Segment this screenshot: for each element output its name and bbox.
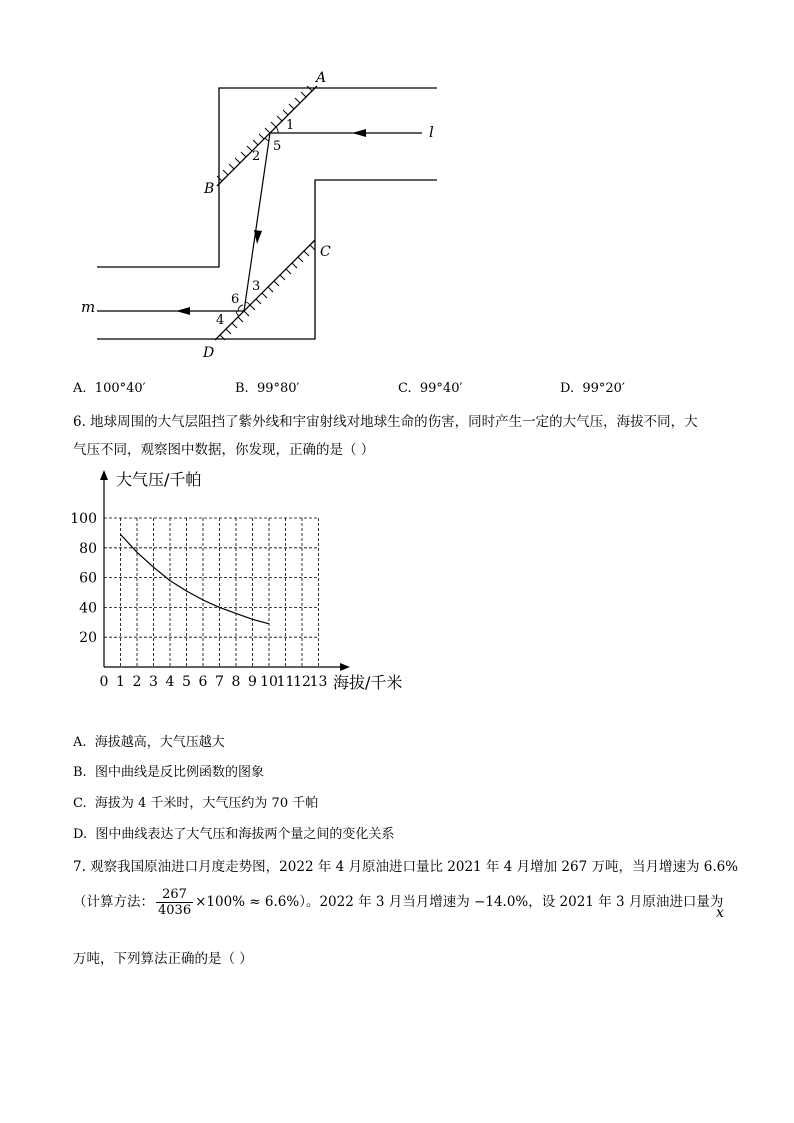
q6-option-b[interactable]: B. 图中曲线是反比例函数的图象 (73, 765, 264, 780)
x-tick-label: 6 (198, 674, 208, 690)
q7-variable-x: x (716, 905, 724, 921)
y-axis-arrow (100, 470, 108, 480)
label-b: B (204, 181, 215, 197)
x-tick-label: 4 (165, 674, 175, 690)
x-tick-label: 12 (293, 674, 311, 690)
q7-calc-prefix: （计算方法： (73, 894, 154, 910)
x-axis-label: 海拔/千米 (333, 673, 403, 692)
label-a: A (316, 70, 327, 86)
q7-fraction (156, 887, 193, 918)
q5-option-b[interactable]: B. 99°80′ (235, 381, 300, 396)
x-tick-label: 5 (182, 674, 191, 690)
label-d: D (203, 345, 215, 361)
q6-option-d[interactable]: D. 图中曲线表达了大气压和海拔两个量之间的变化关系 (73, 827, 395, 842)
x-tick-label: 7 (215, 674, 224, 690)
q7-stem-line3: 万吨，下列算法正确的是（ ） (73, 951, 253, 967)
y-tick-label: 100 (70, 511, 97, 527)
q7-frac-num: 267 (156, 887, 193, 903)
y-tick-label: 20 (79, 630, 97, 647)
angle-label-6: 6 (231, 292, 240, 307)
y-tick-label: 80 (79, 540, 97, 557)
q6-stem-line2: 气压不同，观察图中数据，你发现，正确的是（ ） (73, 442, 375, 458)
x-tick-label: 3 (149, 674, 158, 690)
q7-calc-suffix: ×100% ≈ 6.6%）。2022 年 3 月当月增速为 −14.0%，设 2021 年 3 月原油进口量为 (195, 894, 724, 910)
x-axis-arrow (340, 663, 350, 671)
q6-option-a[interactable]: A. 海拔越高，大气压越大 (73, 735, 225, 750)
angle-label-5: 5 (273, 139, 282, 154)
angle-label-2: 2 (252, 149, 261, 164)
q5-option-c[interactable]: C. 99°40′ (398, 381, 463, 396)
q7-frac-den: 4036 (158, 903, 192, 918)
y-axis-label: 大气压/千帕 (116, 470, 202, 489)
label-c: C (320, 244, 331, 260)
q7-stem-line1: 7. 观察我国原油进口月度走势图，2022 年 4 月原油进口量比 2021 年 4 月增加 267 万吨，当月增速为 6.6% (73, 859, 739, 875)
q6-option-c[interactable]: C. 海拔为 4 千米时，大气压约为 70 千帕 (73, 796, 319, 811)
x-tick-label: 8 (231, 674, 241, 690)
label-m: m (81, 298, 96, 316)
x-tick-label: 10 (260, 674, 278, 690)
q7-calc-line (73, 887, 723, 918)
label-l: l (429, 123, 434, 141)
x-tick-label: 9 (248, 674, 257, 690)
q5-option-a[interactable]: A. 100°40′ (73, 381, 146, 396)
q5-option-d[interactable]: D. 99°20′ (560, 381, 625, 396)
angle-label-4: 4 (216, 313, 225, 328)
x-tick-label: 2 (132, 674, 142, 690)
angle-label-1: 1 (286, 118, 295, 133)
q6-stem-line1: 6. 地球周围的大气层阻挡了紫外线和宇宙射线对地球生命的伤害，同时产生一定的大气压，海拔不同，大 (73, 414, 698, 430)
x-tick-label: 11 (276, 674, 295, 690)
angle-label-3: 3 (252, 279, 261, 294)
x-tick-label: 13 (309, 674, 328, 690)
x-tick-label: 1 (116, 674, 125, 690)
x-tick-label: 0 (99, 674, 109, 690)
y-tick-label: 60 (79, 570, 97, 587)
y-tick-label: 40 (79, 600, 97, 617)
